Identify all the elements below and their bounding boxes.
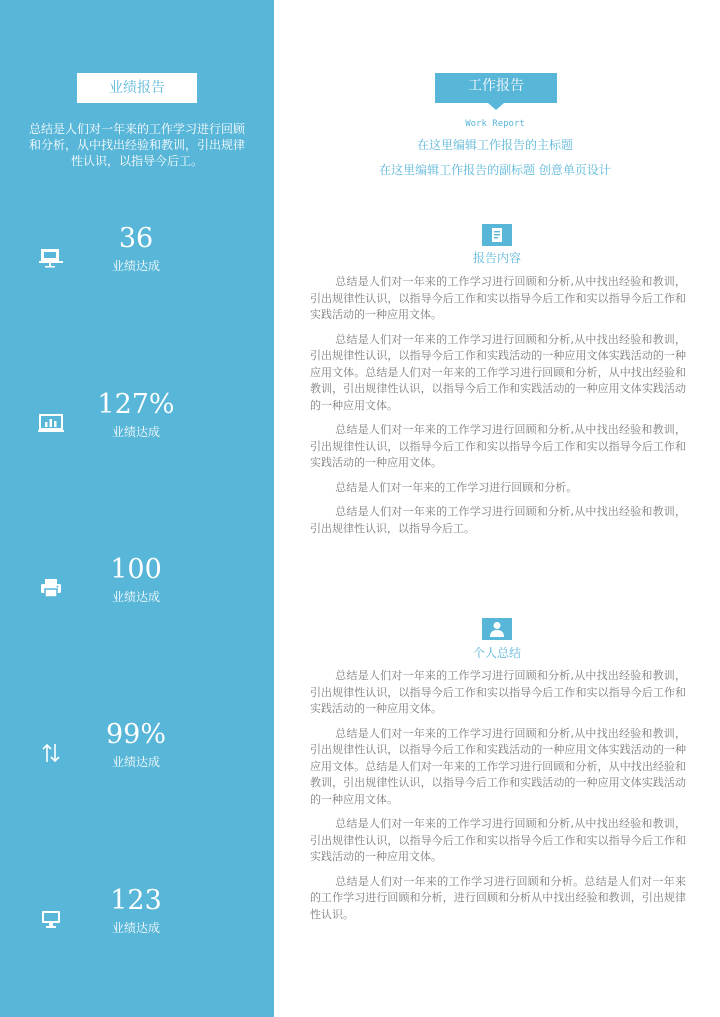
personal-content [310,668,686,931]
main-subtitle: 在这里编辑工作报告的副标题 创意单页设计 [379,163,611,177]
report-icon-box [482,224,512,246]
personal-paragraph: 总结是人们对一年来的工作学习进行回顾和分析。总结是人们对一年来的工作学习进行回顾和分析，进行回顾和分析从中找出经验和教训，引出规律性认识。 [310,874,686,921]
report-paragraph: 总结是人们对一年来的工作学习进行回顾和分析,从中找出经验和教训，引出规律性认识，以指导今后工。 [310,505,686,535]
report-content [310,274,686,545]
stat-value: 123 [110,885,162,916]
report-paragraph: 总结是人们对一年来的工作学习进行回顾和分析,从中找出经验和教训，引出规律性认识，以指导今后工作和实以指导今后工作和实以指导今后工作和实践活动的一种应用文体。 [310,423,686,469]
stat-value: 127% [97,389,175,420]
stat-label: 业绩达成 [111,425,160,439]
report-paragraph: 总结是人们对一年来的工作学习进行回顾和分析,从中找出经验和教训，引出规律性认识，以指导今后工作和实践活动的一种应用文体实践活动的一种应用文体。总结是人们对一年来的工作学习进行回顾和分析，从中找出经验和教训，引出规律性认识，以指导今后工作和实践活动的一种应用文体实践活动的一种应用文体。 [310,332,686,412]
personal-paragraph: 总结是人们对一年来的工作学习进行回顾和分析,从中找出经验和教训，引出规律性认识，以指导今后工作和实以指导今后工作和实以指导今后工作和实践活动的一种应用文体。 [310,669,686,715]
report-title: 报告内容 [472,251,521,265]
main-title: 在这里编辑工作报告的主标题 [416,138,573,152]
desktop-icon [38,908,64,930]
stat-item [0,553,274,623]
sidebar [0,0,274,1017]
main-subtag: Work Report [465,119,525,129]
personal-paragraph: 总结是人们对一年来的工作学习进行回顾和分析,从中找出经验和教训，引出规律性认识，以指导今后工作和实践活动的一种应用文体实践活动的一种应用文体。总结是人们对一年来的工作学习进行回顾和分析，从中找出经验和教训，引出规律性认识，以指导今后工作和实践活动的一种应用文体实践活动的一种应用文体。 [310,726,686,806]
up-down-arrows-icon [38,742,64,764]
stat-item [0,884,274,954]
printer-icon [38,577,64,599]
stat-value: 36 [118,223,154,254]
sidebar-description: 总结是人们对一年来的工作学习进行回顾和分析，从中找出经验和教训，引出规律性认识，以指导今后工。 [28,122,245,168]
document-icon [482,224,512,246]
personal-icon-box [482,618,512,640]
stat-label: 业绩达成 [111,259,160,273]
stat-item [0,222,274,292]
main-tag: 工作报告 [435,73,557,103]
stat-item [0,388,274,458]
sidebar-tag: 业绩报告 [77,73,197,103]
stat-value: 99% [105,719,166,750]
stat-label: 业绩达成 [111,755,160,769]
stat-label: 业绩达成 [111,921,160,935]
stat-value: 100 [110,554,162,585]
personal-paragraph: 总结是人们对一年来的工作学习进行回顾和分析,从中找出经验和教训，引出规律性认识，以指导今后工作和实以指导今后工作和实以指导今后工作和实践活动的一种应用文体。 [310,817,686,863]
stat-label: 业绩达成 [111,590,160,604]
report-paragraph: 总结是人们对一年来的工作学习进行回顾和分析,从中找出经验和教训，引出规律性认识，以指导今后工作和实以指导今后工作和实以指导今后工作和实践活动的一种应用文体。 [310,275,686,321]
chart-monitor-icon [38,412,64,434]
person-icon [482,618,512,640]
presentation-icon [38,246,64,268]
report-paragraph: 总结是人们对一年来的工作学习进行回顾和分析。 [335,480,578,494]
stat-item [0,718,274,788]
personal-title: 个人总结 [472,646,521,660]
